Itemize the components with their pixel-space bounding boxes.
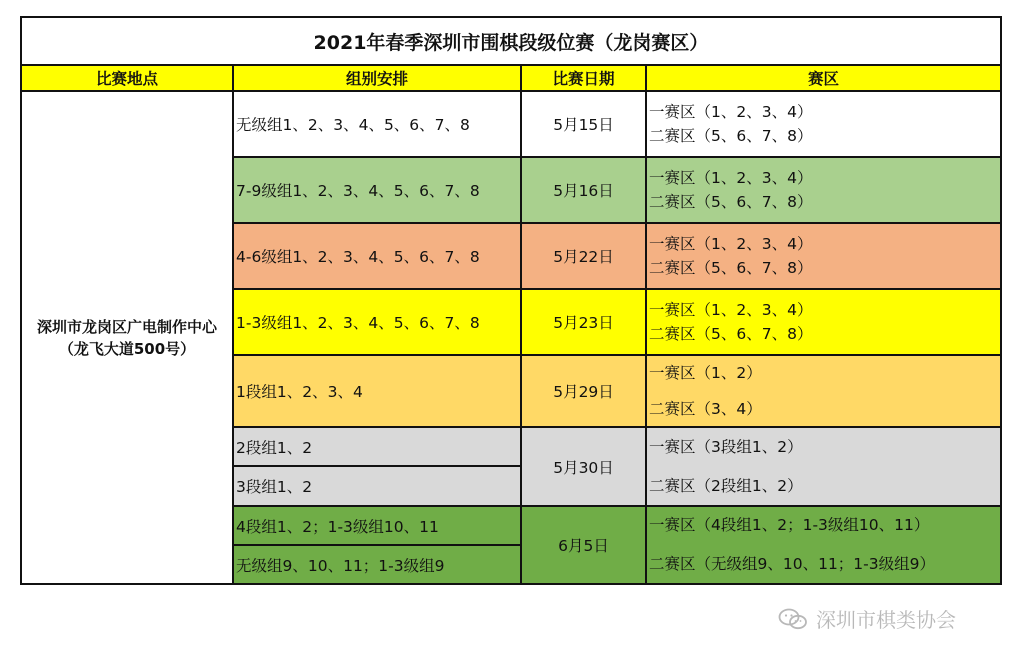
- page-title: 2021年春季深圳市围棋段级位赛（龙岗赛区）: [22, 18, 1000, 66]
- zone-1: 一赛区（3段组1、2）: [649, 437, 803, 456]
- zone-cell: [645, 156, 1000, 222]
- zone-2: 二赛区（5、6、7、8）: [649, 193, 813, 211]
- date-cell: 6月5日: [520, 505, 645, 583]
- venue-name: 深圳市龙岗区广电制作中心: [36, 317, 217, 336]
- group-cell: 2段组1、2: [232, 426, 520, 465]
- group-cell: 无级组9、10、11；1-3级组9: [232, 544, 520, 583]
- zone-cell: [645, 505, 1000, 583]
- zone-cell: [645, 288, 1000, 354]
- zone-1: 一赛区（1、2）: [649, 364, 762, 382]
- zone-cell: [645, 354, 1000, 426]
- zone-cell: [645, 90, 1000, 156]
- group-cell: 4段组1、2；1-3级组10、11: [232, 505, 520, 544]
- zone-1: 一赛区（4段组1、2；1-3级组10、11）: [649, 516, 930, 534]
- date-cell: 5月16日: [520, 156, 645, 222]
- date-cell: 5月29日: [520, 354, 645, 426]
- date-cell: 5月15日: [520, 90, 645, 156]
- wechat-icon: [778, 608, 808, 630]
- group-cell: 4-6级组1、2、3、4、5、6、7、8: [232, 222, 520, 288]
- group-cell: 1段组1、2、3、4: [232, 354, 520, 426]
- zone-1: 一赛区（1、2、3、4）: [649, 301, 813, 319]
- zone-2: 二赛区（5、6、7、8）: [649, 259, 813, 277]
- zone-2: 二赛区（5、6、7、8）: [649, 325, 813, 343]
- group-cell: 7-9级组1、2、3、4、5、6、7、8: [232, 156, 520, 222]
- group-cell: 1-3级组1、2、3、4、5、6、7、8: [232, 288, 520, 354]
- header-date: 比赛日期: [520, 66, 645, 90]
- zone-2: 二赛区（无级组9、10、11；1-3级组9）: [649, 555, 935, 573]
- zone-cell: [645, 426, 1000, 505]
- zone-cell: [645, 222, 1000, 288]
- zone-1: 一赛区（1、2、3、4）: [649, 235, 813, 253]
- zone-1: 一赛区（1、2、3、4）: [649, 103, 813, 121]
- group-cell: 无级组1、2、3、4、5、6、7、8: [232, 90, 520, 156]
- zone-2: 二赛区（3、4）: [649, 400, 762, 418]
- zone-2: 二赛区（2段组1、2）: [649, 476, 803, 495]
- header-group: 组别安排: [232, 66, 520, 90]
- zone-1: 一赛区（1、2、3、4）: [649, 169, 813, 187]
- header-venue: 比赛地点: [22, 66, 232, 90]
- header-zone: 赛区: [645, 66, 1000, 90]
- date-cell: 5月30日: [520, 426, 645, 505]
- venue-address: （龙飞大道500号）: [58, 339, 196, 358]
- venue-cell: [22, 90, 232, 583]
- schedule-sheet: [20, 16, 1002, 585]
- group-cell: 3段组1、2: [232, 465, 520, 505]
- date-cell: 5月22日: [520, 222, 645, 288]
- watermark-text: 深圳市棋类协会: [816, 608, 956, 632]
- watermark: [778, 604, 956, 633]
- date-cell: 5月23日: [520, 288, 645, 354]
- zone-2: 二赛区（5、6、7、8）: [649, 127, 813, 145]
